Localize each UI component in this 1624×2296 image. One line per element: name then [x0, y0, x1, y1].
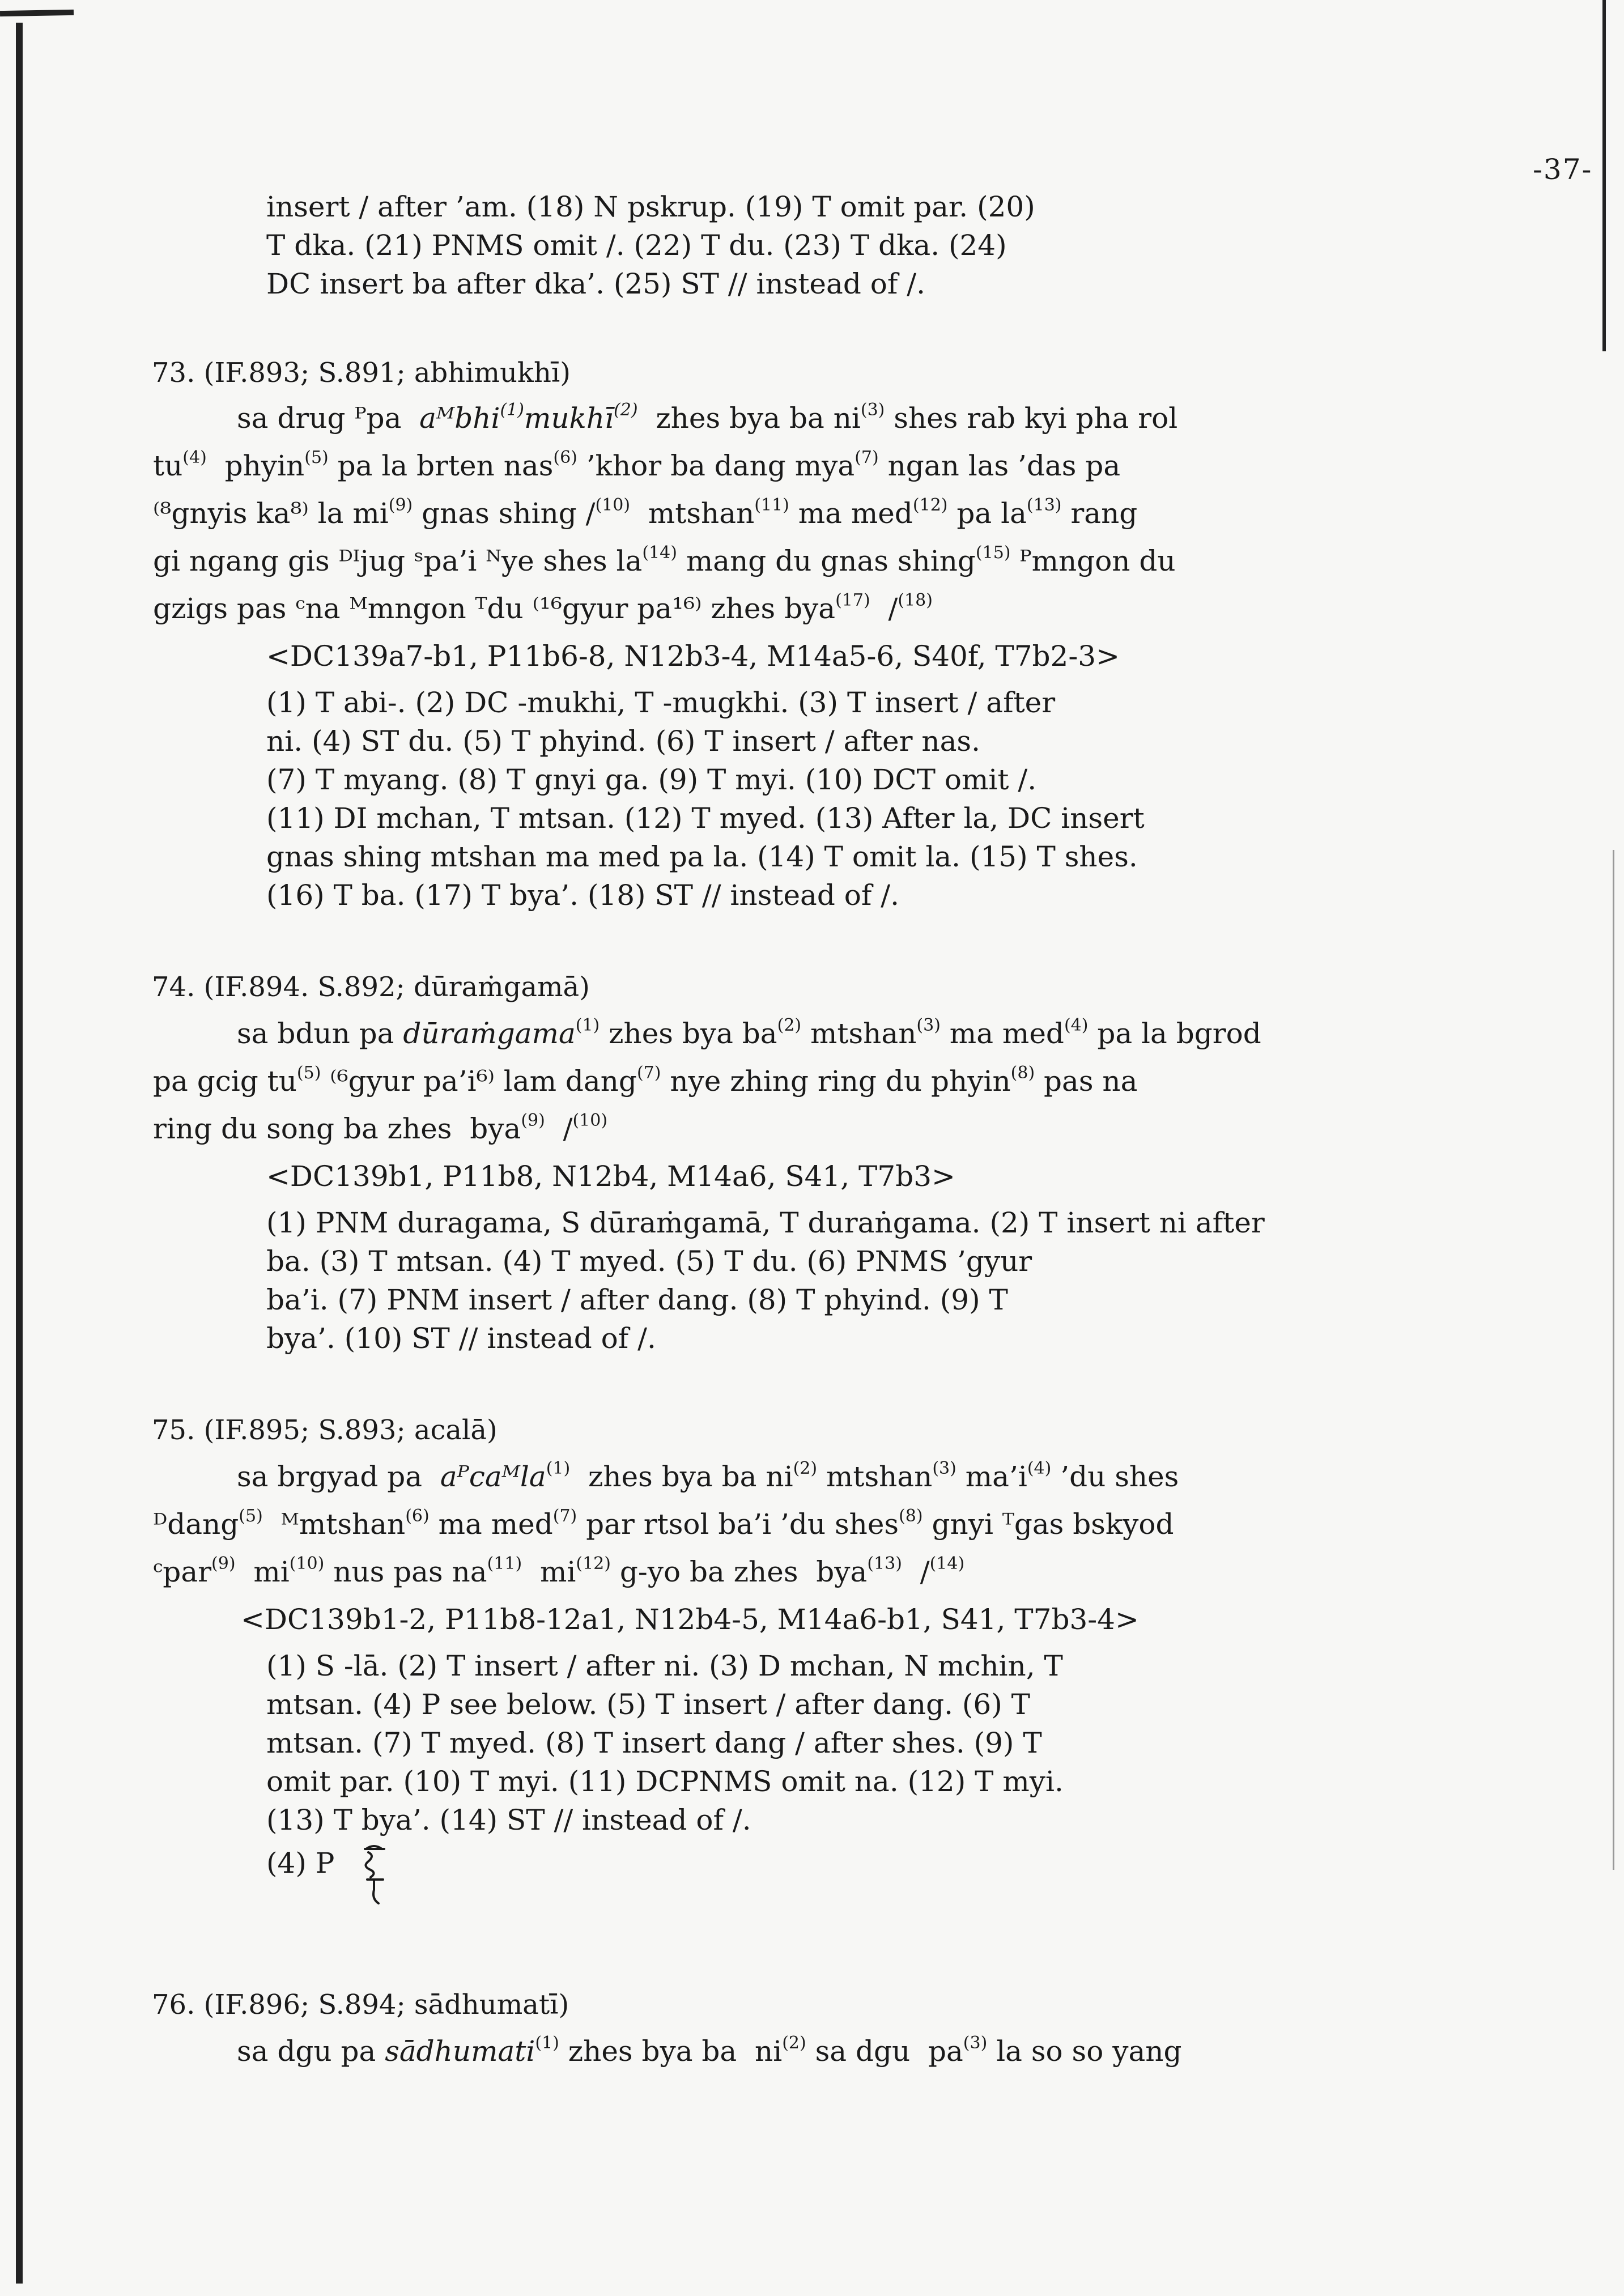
- section-73-note-3: (7) T myang. (8) T gnyi ga. (9) T myi. (10) DCT omit /.: [266, 763, 1037, 796]
- top-note-line-3: DC insert ba after dka’. (25) ST // instead of /.: [266, 267, 925, 300]
- fn-marker: (18): [898, 590, 933, 610]
- fn-marker: (2): [782, 2033, 806, 2053]
- fn-marker: (17): [835, 590, 870, 610]
- section-76-text-line-1: sa dgu pa sādhumati$^{(1)}$ zhes bya ba $ni^{(2)}$ sa dgu $pa^{(3)}$ la so so yang: [237, 2033, 1182, 2068]
- fn-marker: (13): [1026, 495, 1062, 515]
- fn-marker: (3): [932, 1459, 956, 1478]
- fn-marker: (1): [546, 1459, 571, 1478]
- section-75-note-2: mtsan. (4) P see below. (5) T insert / after dang. (6) T: [266, 1688, 1030, 1721]
- fn-marker: (8): [1010, 1063, 1035, 1083]
- section-73-text-line-3: ⁽⁸gnyis ka⁸⁾ la $mi^{(9)}$ gnas shing /$^{(10)}$ mtshan$^{(11)}$ ma med$^{(12)}$ pa $la^{(13)}$ rang: [153, 495, 1138, 530]
- top-note-line-2: T dka. (21) PNMS omit /. (22) T du. (23) T dka. (24): [266, 229, 1007, 262]
- fn-marker: (2): [777, 1015, 802, 1035]
- section-73-note-4: (11) DI mchan, T mtsan. (12) T myed. (13) After la, DC insert: [266, 802, 1145, 835]
- section-73-text-line-5: gzigs pas ᶜna ᴹmngon ᵀdu ⁽¹⁶gyur pa¹⁶⁾ zhes bya$^{(17)}$ /$^{(18)}$: [153, 590, 933, 625]
- section-74-note-4: bya’. (10) ST // instead of /.: [266, 1322, 656, 1355]
- section-75-heading: 75. (IF.895; S.893; acalā): [152, 1414, 498, 1446]
- section-75-note-4: omit par. (10) T myi. (11) DCPNMS omit na. (12) T myi.: [266, 1765, 1064, 1798]
- fn-marker: (5): [296, 1063, 321, 1083]
- scan-edge-right-faint: [1613, 850, 1614, 1870]
- fn-marker: (10): [572, 1111, 608, 1130]
- section-74-note-3: ba’i. (7) PNM insert / after dang. (8) T phyind. (9) T: [266, 1283, 1008, 1316]
- section-73-text-line-1: sa drug ᴾpa aᴹbhi$^{(1)}$mukhī$^{(2)}$ zhes bya ba $ni^{(3)}$ shes rab kyi pha rol: [237, 400, 1178, 435]
- section-73-note-5: gnas shing mtshan ma med pa la. (14) T omit la. (15) T shes.: [266, 840, 1138, 873]
- fn-marker: (5): [239, 1506, 263, 1526]
- fn-marker: (1): [535, 2033, 559, 2053]
- fn-marker: (10): [289, 1554, 325, 1574]
- section-75-text-line-3: ᶜpar$^{(9)}$ $mi^{(10)}$ nus pas $na^{(11)}$ $mi^{(12)}$ g-yo ba zhes bya$^{(13)}$ /$^{(14)}$: [153, 1554, 965, 1588]
- fn-marker: (10): [595, 495, 631, 515]
- scan-edge-left: [16, 23, 23, 2284]
- section-74-note-1: (1) PNM duragama, S dūraṁgamā, T duraṅgama. (2) T insert ni after: [266, 1206, 1265, 1239]
- fn-marker: (3): [916, 1015, 941, 1035]
- fn-marker: (7): [854, 448, 879, 467]
- fn-marker: (1): [575, 1015, 600, 1035]
- section-74-heading: 74. (IF.894. S.892; dūraṁgamā): [152, 971, 590, 1003]
- section-74-note-2: ba. (3) T mtsan. (4) T myed. (5) T du. (6) PNMS ’gyur: [266, 1245, 1032, 1278]
- section-75-text-line-1: sa brgyad pa aᴾcaᴹla$^{(1)}$ zhes bya ba $ni^{(2)}$ mtshan$^{(3)}$ $ma’i^{(4)}$ ’du shes: [237, 1459, 1179, 1493]
- section-74-text-line-3: ring du song ba zhes bya$^{(9)}$ /$^{(10)}$: [153, 1111, 608, 1145]
- fn-marker: (13): [867, 1554, 902, 1574]
- fn-marker: (9): [211, 1554, 236, 1574]
- fn-marker: (14): [642, 543, 677, 563]
- section-74-text-line-2: pa gcig $tu^{(5)}$ ⁽⁶gyur pa’i⁶⁾ lam dang$^{(7)}$ nye zhing ring du phyin$^{(8)}$ pas na: [153, 1063, 1138, 1098]
- section-74-reference: <DC139b1, P11b8, N12b4, M14a6, S41, T7b3>: [266, 1160, 955, 1193]
- section-75-note-1: (1) S -lā. (2) T insert / after ni. (3) D mchan, N mchin, T: [266, 1649, 1063, 1682]
- fn-marker: (5): [304, 448, 329, 467]
- fn-marker: (6): [405, 1506, 430, 1526]
- fn-marker: (3): [963, 2033, 988, 2053]
- fn-marker: (9): [388, 495, 413, 515]
- fn-marker: (15): [975, 543, 1011, 563]
- section-75-note-5: (13) T bya’. (14) ST // instead of /.: [266, 1804, 751, 1836]
- fn-marker: (1): [500, 400, 524, 420]
- fn-marker: (2): [614, 400, 638, 420]
- fn-marker: (4): [1027, 1459, 1052, 1478]
- fn-marker: (12): [576, 1554, 611, 1574]
- section-73-note-6: (16) T ba. (17) T bya’. (18) ST // instead of /.: [266, 879, 899, 912]
- section-73-text-line-4: gi ngang gis ᴰᴵjug ˢpa’i ᴺye shes $la^{(14)}$ mang du gnas shing$^{(15)}$ ᴾmngon du: [153, 543, 1176, 577]
- fn-marker: (7): [636, 1063, 661, 1083]
- section-73-text-line-2: $tu^{(4)}$ phyin$^{(5)}$ pa la brten nas$^{(6)}$ ’khor ba dang mya$^{(7)}$ ngan las ’das pa: [153, 448, 1121, 482]
- fn-marker: (4): [1064, 1015, 1089, 1035]
- section-73-note-1: (1) T abi-. (2) DC -mukhi, T -mugkhi. (3) T insert / after: [266, 686, 1056, 719]
- fn-marker: (7): [552, 1506, 577, 1526]
- fn-marker: (12): [912, 495, 948, 515]
- top-note-line-1: insert / after ’am. (18) N pskrup. (19) T omit par. (20): [266, 190, 1035, 223]
- section-73-reference: <DC139a7-b1, P11b6-8, N12b3-4, M14a5-6, S40f, T7b2-3>: [266, 640, 1120, 673]
- tibetan-glyph-icon: [360, 1844, 389, 1907]
- section-76-heading: 76. (IF.896; S.894; sādhumatī): [152, 1989, 569, 2021]
- fn-marker: (9): [521, 1111, 545, 1130]
- fn-marker: (6): [553, 448, 577, 467]
- fn-marker: (11): [754, 495, 789, 515]
- scan-edge-right: [1602, 0, 1606, 351]
- fn-marker: (2): [793, 1459, 818, 1478]
- page-number: -37-: [1533, 153, 1593, 186]
- section-75-text-line-2: ᴰdang$^{(5)}$ ᴹmtshan$^{(6)}$ ma med$^{(7)}$ par rtsol ba’i ’du shes$^{(8)}$ gnyi ᵀgas bskyod: [153, 1506, 1174, 1541]
- fn-marker: (4): [182, 448, 207, 467]
- fn-marker: (11): [487, 1554, 522, 1574]
- section-75-reference: <DC139b1-2, P11b8-12a1, N12b4-5, M14a6-b1, S41, T7b3-4>: [241, 1603, 1139, 1636]
- fn-marker: (8): [899, 1506, 923, 1526]
- scan-edge-top: [0, 10, 74, 16]
- fn-marker: (14): [929, 1554, 965, 1574]
- fn-marker: (3): [860, 400, 885, 420]
- section-75-note-3: mtsan. (7) T myed. (8) T insert dang / after shes. (9) T: [266, 1727, 1042, 1759]
- section-73-note-2: ni. (4) ST du. (5) T phyind. (6) T insert / after nas.: [266, 725, 980, 758]
- section-74-text-line-1: sa bdun pa dūraṁgama$^{(1)}$ zhes bya $ba^{(2)}$ mtshan$^{(3)}$ ma med$^{(4)}$ pa la bgrod: [237, 1015, 1261, 1050]
- section-75-note-6: (4) P: [266, 1847, 335, 1880]
- section-73-heading: 73. (IF.893; S.891; abhimukhī): [152, 357, 571, 389]
